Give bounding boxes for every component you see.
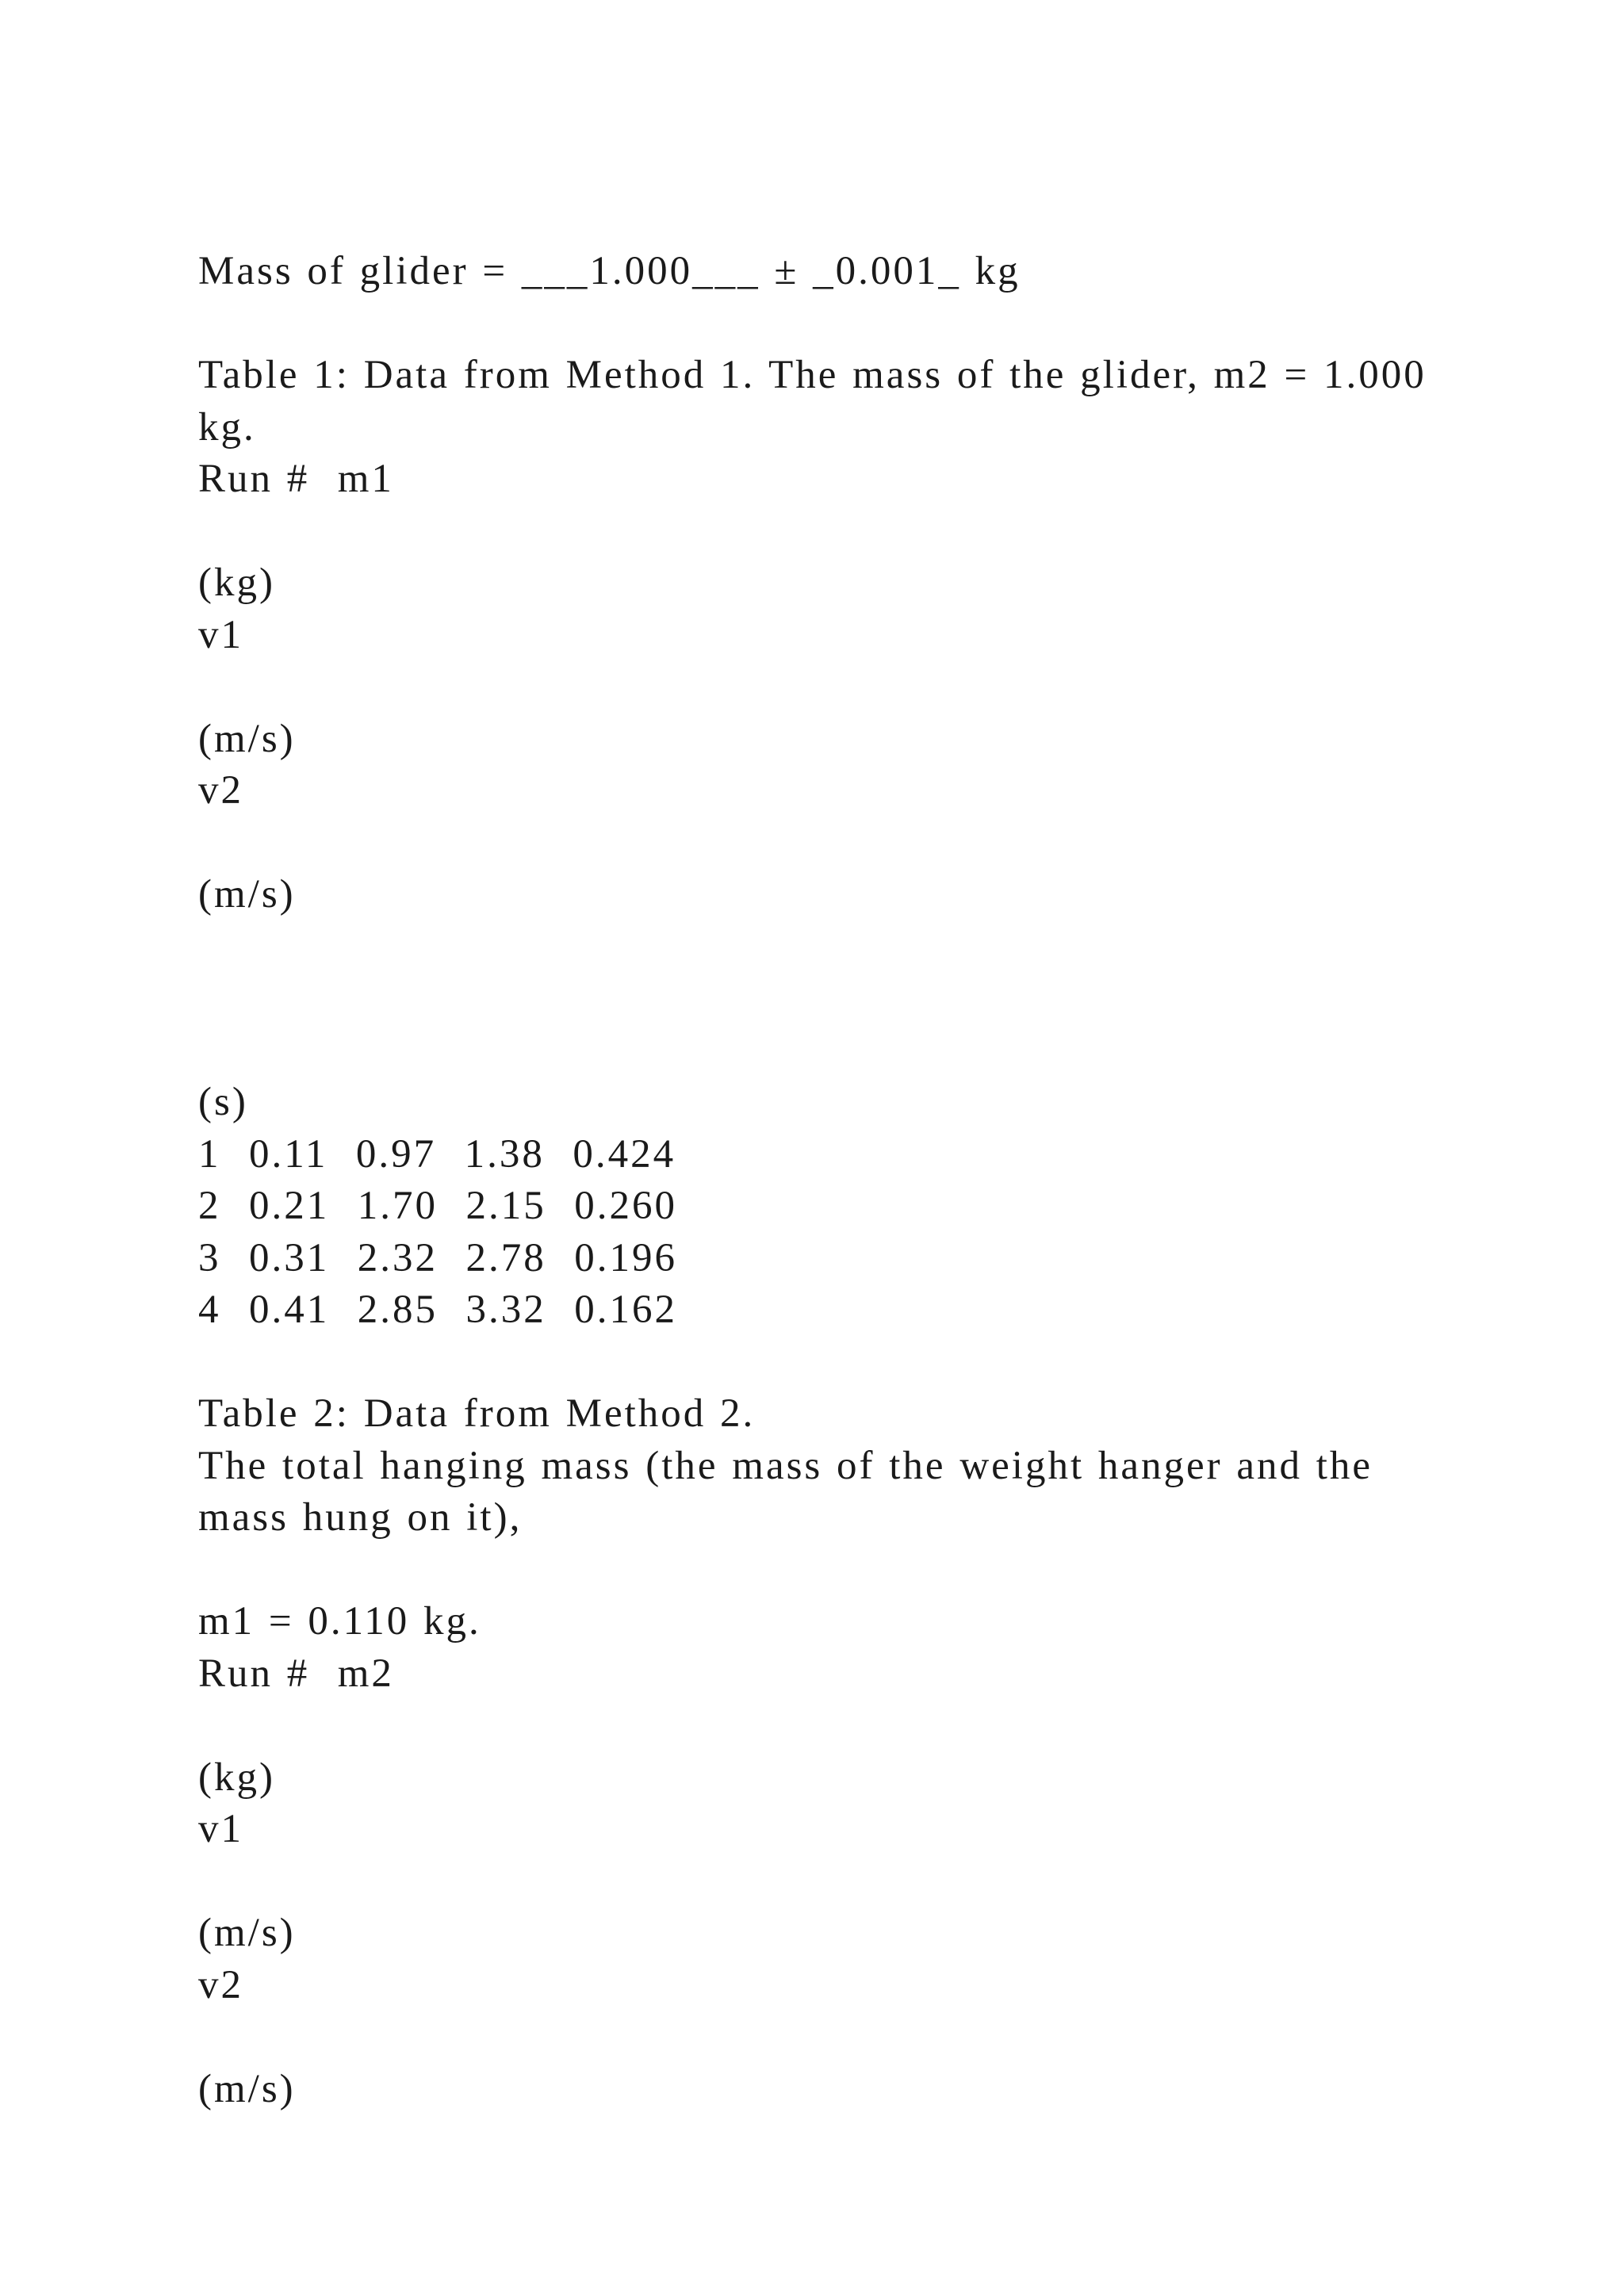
spacer (198, 506, 1435, 558)
table1-header-v1: v1 (198, 612, 243, 657)
spacer (198, 298, 1435, 350)
table1-row: 4 0.41 2.85 3.32 0.162 (198, 1288, 677, 1332)
table2-m1-line: m1 = 0.110 kg. (198, 1599, 481, 1644)
table1-caption: Table 1: Data from Method 1. The mass of the glider, m2 = 1.000 kg. (198, 353, 1427, 450)
document-body (198, 246, 1435, 2115)
table1-header-run-m1: Run # m1 (198, 457, 394, 501)
table1-header-v2: v2 (198, 768, 243, 813)
spacer (198, 1544, 1435, 1597)
spacer (198, 2011, 1435, 2064)
table1-unit-v2: (m/s) (198, 872, 296, 916)
table1-unit-m1: (kg) (198, 561, 275, 605)
table2-unit-v2: (m/s) (198, 2066, 296, 2111)
table1-row: 1 0.11 0.97 1.38 0.424 (198, 1131, 676, 1177)
table1-unit-s: (s) (198, 1080, 248, 1124)
spacer (198, 1856, 1435, 1908)
table2-description: The total hanging mass (the mass of the weight hanger and the mass hung on it), (198, 1443, 1373, 1540)
table2-header-run-m2: Run # m2 (198, 1651, 394, 1696)
table1-row: 2 0.21 1.70 2.15 0.260 (198, 1184, 677, 1228)
table2-header-v2: v2 (198, 1962, 243, 2007)
spacer (198, 1337, 1435, 1389)
spacer (198, 973, 1435, 1025)
spacer (198, 1700, 1435, 1752)
glider-mass-line: Mass of glider = ___1.000___ ± _0.001_ kg (198, 249, 1021, 293)
spacer (198, 921, 1435, 974)
table2-unit-v1: (m/s) (198, 1911, 296, 1955)
spacer (198, 1025, 1435, 1077)
table1-row: 3 0.31 2.32 2.78 0.196 (198, 1235, 677, 1280)
table2-unit-m2: (kg) (198, 1755, 275, 1800)
table2-header-v1: v1 (198, 1807, 243, 1851)
table1-unit-v1: (m/s) (198, 716, 296, 761)
table2-caption: Table 2: Data from Method 2. (198, 1391, 756, 1436)
spacer (198, 661, 1435, 714)
spacer (198, 817, 1435, 870)
